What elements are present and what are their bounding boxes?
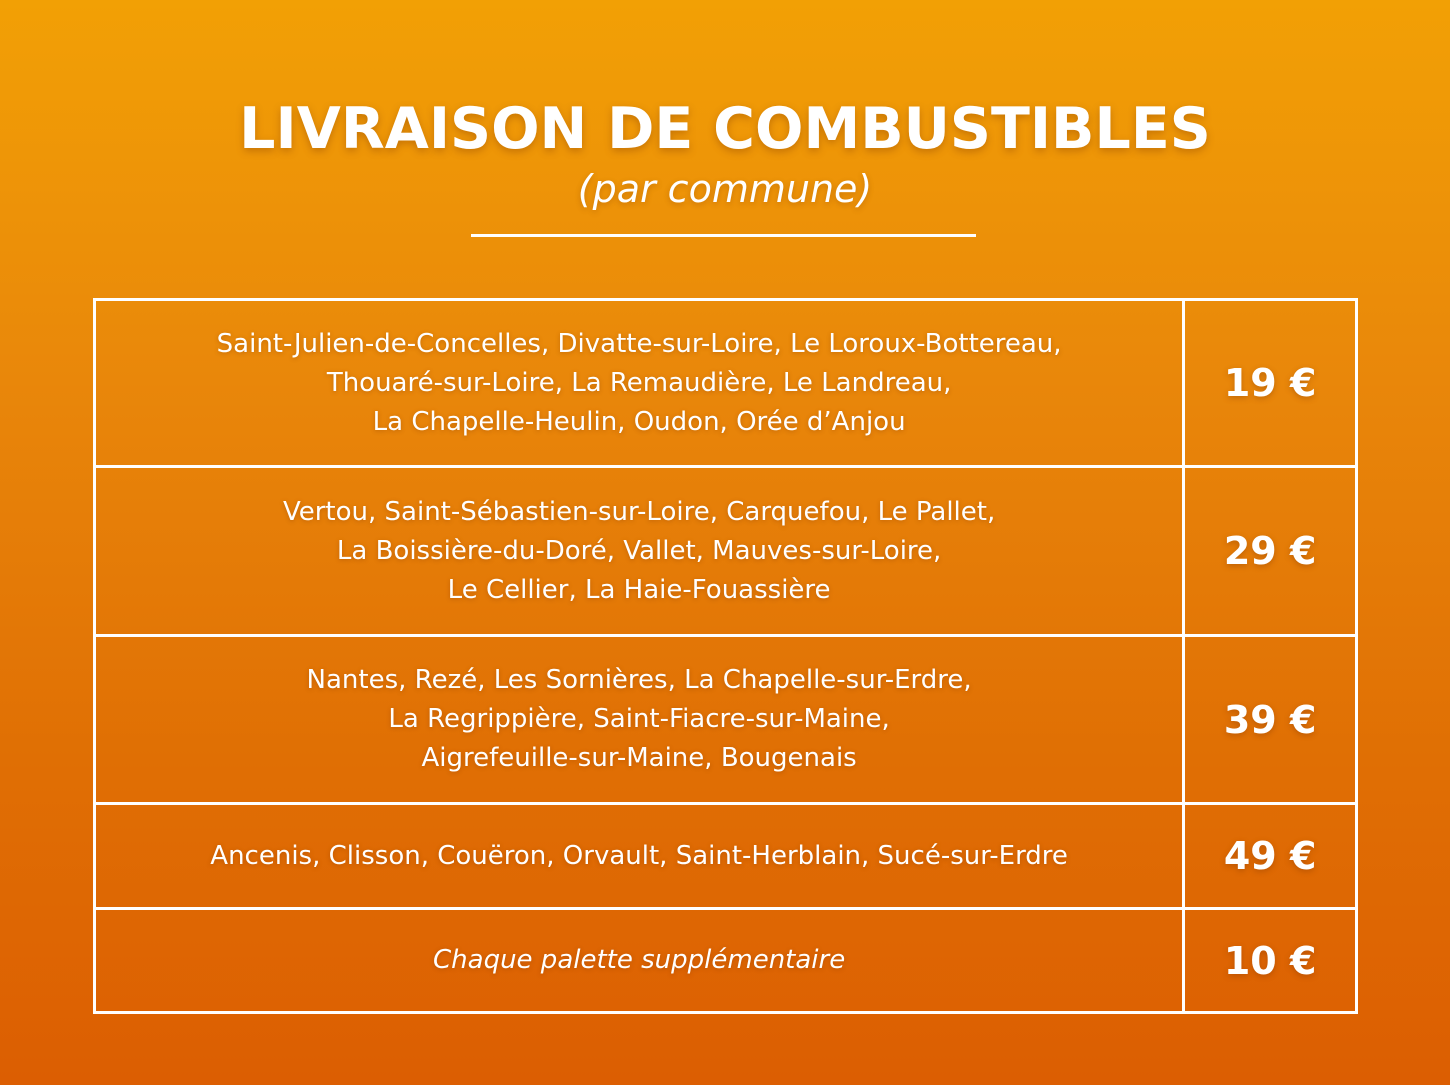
commune-line: La Regrippière, Saint-Fiacre-sur-Maine,: [388, 704, 890, 734]
table-row: [95, 467, 1357, 636]
commune-line: Aigrefeuille-sur-Maine, Bougenais: [421, 743, 857, 773]
delivery-price-table: [93, 298, 1358, 1014]
price-cell: 10 €: [1184, 909, 1357, 1013]
title-divider: [471, 234, 976, 237]
extra-pallet-cell: [95, 909, 1184, 1013]
header: [0, 96, 1450, 212]
commune-line: Vertou, Saint-Sébastien-sur-Loire, Carquefou, Le Pallet,: [282, 496, 996, 527]
extra-pallet-label: Chaque palette supplémentaire: [433, 945, 846, 975]
price-cell: 29 €: [1184, 467, 1357, 636]
commune-line: La Chapelle-Heulin, Oudon, Orée d’Anjou: [372, 406, 906, 437]
price-cell: 39 €: [1184, 636, 1357, 804]
commune-line: Nantes, Rezé, Les Sornières, La Chapelle-sur-Erdre,: [306, 665, 972, 695]
commune-line: Ancenis, Clisson, Couëron, Orvault, Saint-Herblain, Sucé-sur-Erdre: [210, 840, 1068, 871]
price-cell: 49 €: [1184, 804, 1357, 909]
commune-line: Saint-Julien-de-Concelles, Divatte-sur-Loire, Le Loroux-Bottereau,: [216, 328, 1062, 359]
page-title: LIVRAISON DE COMBUSTIBLES: [239, 96, 1211, 162]
commune-line: La Boissière-du-Doré, Vallet, Mauves-sur-Loire,: [336, 535, 942, 566]
page-subtitle: (par commune): [577, 167, 873, 211]
table-row: [95, 636, 1357, 804]
price-cell: 19 €: [1184, 300, 1357, 467]
commune-line: Le Cellier, La Haie-Fouassière: [447, 574, 831, 605]
commune-line: Thouaré-sur-Loire, La Remaudière, Le Landreau,: [326, 367, 952, 398]
communes-cell: [95, 300, 1184, 467]
table-row: [95, 804, 1357, 909]
communes-cell: [95, 636, 1184, 804]
communes-cell: [95, 804, 1184, 909]
table-row: [95, 909, 1357, 1013]
communes-cell: [95, 467, 1184, 636]
table-row: [95, 300, 1357, 467]
